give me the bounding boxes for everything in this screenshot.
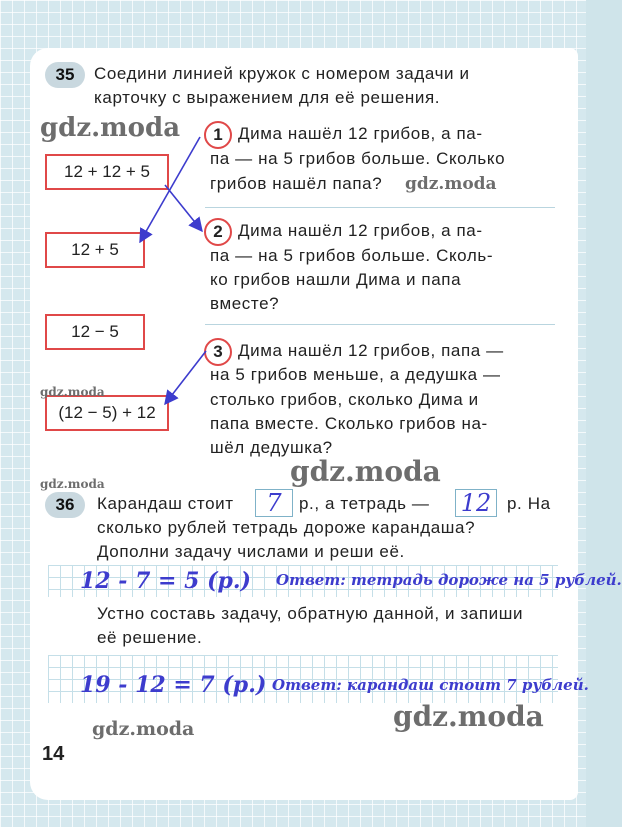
problem-1-line-3: грибов нашёл папа? bbox=[210, 174, 383, 193]
problem-2-line-2: па — на 5 грибов больше. Сколь- bbox=[210, 246, 494, 265]
solution-1: 12 - 7 = 5 (р.) bbox=[80, 568, 251, 594]
answer-1: Ответ: тетрадь дороже на 5 рублей. bbox=[276, 571, 622, 589]
problem-2-line-4: вместе? bbox=[210, 294, 280, 313]
watermark-logo: gdz.moda bbox=[393, 700, 544, 733]
problem-1-line-1: Дима нашёл 12 грибов, а па- bbox=[238, 124, 483, 143]
answer-2: Ответ: карандаш стоит 7 рублей. bbox=[272, 676, 589, 694]
card-expression-4[interactable]: (12 − 5) + 12 bbox=[45, 395, 169, 431]
problem-3-line-5: шёл дедушка? bbox=[210, 438, 333, 457]
task-36-text-c: р. На bbox=[507, 494, 551, 513]
watermark-logo: gdz.moda bbox=[92, 718, 195, 740]
task-36-instruction-2-line-1: Устно составь задачу, обратную данной, и запиши bbox=[97, 604, 524, 623]
problem-3-line-3: столько грибов, сколько Дима и bbox=[210, 390, 479, 409]
problem-2-circle[interactable]: 2 bbox=[204, 218, 232, 246]
task-35-instruction-line-1: Соедини линией кружок с номером задачи и bbox=[94, 64, 470, 83]
watermark-logo: gdz.moda bbox=[405, 174, 497, 194]
arrow-card-1-to-2 bbox=[165, 185, 202, 231]
card-expression-1[interactable]: 12 + 12 + 5 bbox=[45, 154, 169, 190]
watermark-logo: gdz.moda bbox=[290, 455, 441, 488]
price-pencil-field[interactable]: 7 bbox=[255, 489, 293, 517]
watermark-logo: gdz.moda bbox=[40, 477, 105, 491]
problem-1-circle[interactable]: 1 bbox=[204, 121, 232, 149]
problem-2-line-3: ко грибов нашли Дима и папа bbox=[210, 270, 462, 289]
problem-3-circle[interactable]: 3 bbox=[204, 338, 232, 366]
arrow-1-to-card-2 bbox=[140, 137, 200, 242]
card-expression-3[interactable]: 12 − 5 bbox=[45, 314, 145, 350]
task-35-number: 35 bbox=[45, 62, 85, 88]
page-number: 14 bbox=[42, 743, 65, 765]
watermark-logo: gdz.moda bbox=[40, 385, 105, 399]
task-35-instruction-line-2: карточку с выражением для её решения. bbox=[94, 88, 441, 107]
problem-2-line-1: Дима нашёл 12 грибов, а па- bbox=[238, 221, 483, 240]
problem-3-line-4: папа вместе. Сколько грибов на- bbox=[210, 414, 488, 433]
task-36-line-3: Дополни задачу числами и реши её. bbox=[97, 542, 405, 561]
problem-3-line-2: на 5 грибов меньше, а дедушка — bbox=[210, 365, 501, 384]
card-expression-2[interactable]: 12 + 5 bbox=[45, 232, 145, 268]
task-36-number: 36 bbox=[45, 492, 85, 518]
task-36-text-b: р., а тетрадь — bbox=[299, 494, 430, 513]
task-36-instruction-2-line-2: её решение. bbox=[97, 628, 203, 647]
task-36-line-2: сколько рублей тетрадь дороже карандаша? bbox=[97, 518, 476, 537]
watermark-logo: gdz.moda bbox=[40, 113, 181, 143]
problem-1-line-2: па — на 5 грибов больше. Сколько bbox=[210, 149, 506, 168]
price-notebook-field[interactable]: 12 bbox=[455, 489, 497, 517]
task-36-text-a: Карандаш стоит bbox=[97, 494, 234, 513]
arrow-3-to-card-4 bbox=[165, 351, 206, 404]
solution-2: 19 - 12 = 7 (р.) bbox=[80, 672, 267, 698]
problem-3-line-1: Дима нашёл 12 грибов, папа — bbox=[238, 341, 504, 360]
